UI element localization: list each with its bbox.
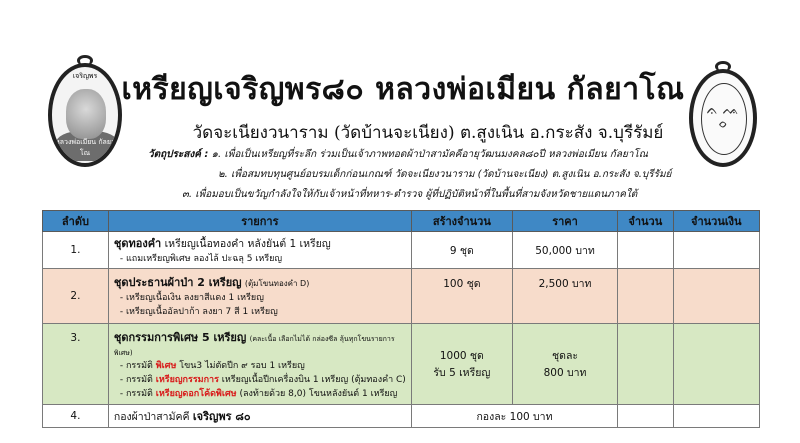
row-amount-cell[interactable] xyxy=(618,232,673,269)
row-qty xyxy=(411,324,512,405)
row-amount-cell[interactable] xyxy=(618,324,673,405)
col-header-qty: สร้างจำนวน xyxy=(411,211,512,232)
row-item xyxy=(108,232,411,269)
row-no: 4. xyxy=(43,405,109,428)
row-qty: 100 ชุด xyxy=(411,269,512,324)
col-header-price: ราคา xyxy=(512,211,617,232)
table-row xyxy=(43,269,760,324)
objective-1: ๑. เพื่อเป็นเหรียญที่ระลึก ร่วมเป็นเจ้าภาพทอดผ้าป่าสามัคคีอายุวัฒนมงคล๘๐ปี หลวงพ่อเมียน กัลยาโณ xyxy=(211,149,649,160)
row-price: 50,000 บาท xyxy=(512,232,617,269)
row-price: 2,500 บาท xyxy=(512,269,617,324)
item-title: ชุดประธานผ้าป่า 2 เหรียญ xyxy=(113,276,242,289)
row-item xyxy=(108,269,411,324)
coin-top-text: เจริญพร xyxy=(72,72,98,80)
row-total-cell[interactable] xyxy=(673,405,759,428)
coin-bottom-text: หลวงพ่อเมียน กัลยาโณ xyxy=(55,138,115,157)
row-item xyxy=(108,405,411,428)
item-title: ชุดกรรมการพิเศษ 5 เหรียญ xyxy=(113,330,247,344)
row-price: กองละ 100 บาท xyxy=(411,405,617,428)
item-sub-highlight: เหรียญกรรมการ xyxy=(155,374,219,385)
objectives xyxy=(148,145,688,205)
row-price xyxy=(512,324,617,405)
item-sub: - แถมเหรียญพิเศษ ลองไล้ ปะฉลุ 5 เหรียญ xyxy=(119,254,283,264)
yantra-coin-image xyxy=(689,69,757,167)
col-header-item: รายการ xyxy=(108,211,411,232)
row-no: 3. xyxy=(43,324,109,405)
col-header-no: ลำดับ xyxy=(43,211,109,232)
row-item xyxy=(108,324,411,405)
objectives-label: วัตถุประสงค์ : xyxy=(148,149,209,160)
item-desc: เหรียญเนื้อทองคำ หลังยันต์ 1 เหรียญ xyxy=(164,238,331,250)
item-sub-highlight: พิเศษ xyxy=(155,360,177,371)
row-total-cell[interactable] xyxy=(673,232,759,269)
row-total-cell[interactable] xyxy=(673,324,759,405)
page-title: เหรียญเจริญพร๘๐ หลวงพ่อเมียน กัลยาโณ xyxy=(121,72,685,107)
item-sub-prefix: - กรรมัติ xyxy=(119,360,153,371)
item-title-bold: เจริญพร ๘๐ xyxy=(192,410,251,423)
item-sub-text: เหรียญเนื้อปีกเครื่องบิน 1 เหรียญ (ตุ้มทองคำ C) xyxy=(221,374,406,385)
objective-3: ๓. เพื่อมอบเป็นขวัญกำลังใจให้กับเจ้าหน้าที่ทหาร-ตำรวจ ผู้ที่ปฏิบัติหน้าที่ในพื้นที่สามจังหวัดชายแดนภาคใต้ xyxy=(182,189,638,200)
coin-portrait-face xyxy=(66,89,106,139)
portrait-coin-image xyxy=(48,63,122,167)
item-sub-text: โขน3 ไม่ตัดปีก ๙ รอบ 1 เหรียญ xyxy=(179,360,305,371)
item-sub-text: (ลงท้ายด้วย 8,0) โขนหลังยันต์ 1 เหรียญ xyxy=(239,388,398,399)
objective-2: ๒. เพื่อสมทบทุนศูนย์อบรมเด็กก่อนเกณฑ์ วัดจะเนียงวนาราม (วัดบ้านจะเนียง) ต.สูงเนิน อ.กระสัง จ.บุรีรัมย์ xyxy=(218,169,672,180)
table-row xyxy=(43,405,760,428)
item-sub: - เหรียญเนื้ออัลปาก้า ลงยา 7 สี 1 เหรียญ xyxy=(119,307,278,317)
row-total-cell[interactable] xyxy=(673,269,759,324)
col-header-total: จำนวนเงิน xyxy=(673,211,759,232)
row-price-line1: ชุดละ xyxy=(552,350,579,362)
table-row xyxy=(43,232,760,269)
item-title: ชุดทองคำ xyxy=(113,237,162,250)
item-sub-highlight: เหรียญดอกโค้ดพิเศษ xyxy=(155,388,237,399)
table-header-row xyxy=(43,211,760,232)
row-qty-line1: 1000 ชุด xyxy=(439,350,484,362)
row-amount-cell[interactable] xyxy=(618,269,673,324)
item-title: กองผ้าป่าสามัคคี xyxy=(113,411,190,423)
row-qty-line2: รับ 5 เหรียญ xyxy=(433,367,491,379)
item-sub: - เหรียญเนื้อเงิน ลงยาสีแดง 1 เหรียญ xyxy=(119,293,264,303)
price-table xyxy=(42,210,760,428)
row-amount-cell[interactable] xyxy=(618,405,673,428)
page-subtitle: วัดจะเนียงวนาราม (วัดบ้านจะเนียง) ต.สูงเนิน อ.กระสัง จ.บุรีรัมย์ xyxy=(192,123,664,143)
row-qty: 9 ชุด xyxy=(411,232,512,269)
item-note: (คละเนื้อ เลือกไม่ได้ กล่องซีล ลุ้นทุกโขนรายการพิเศษ) xyxy=(113,334,395,357)
col-header-amount: จำนวน xyxy=(618,211,673,232)
table-row xyxy=(43,324,760,405)
yantra-symbols: ᨊ ᨕ ᨔ xyxy=(706,102,740,132)
row-no: 2. xyxy=(43,269,109,324)
item-sub-prefix: - กรรมัติ xyxy=(119,374,153,385)
row-price-line2: 800 บาท xyxy=(543,367,587,379)
row-no: 1. xyxy=(43,232,109,269)
item-sub-prefix: - กรรมัติ xyxy=(119,388,153,399)
item-note: (ตุ้มโขนทองคำ D) xyxy=(244,279,310,288)
